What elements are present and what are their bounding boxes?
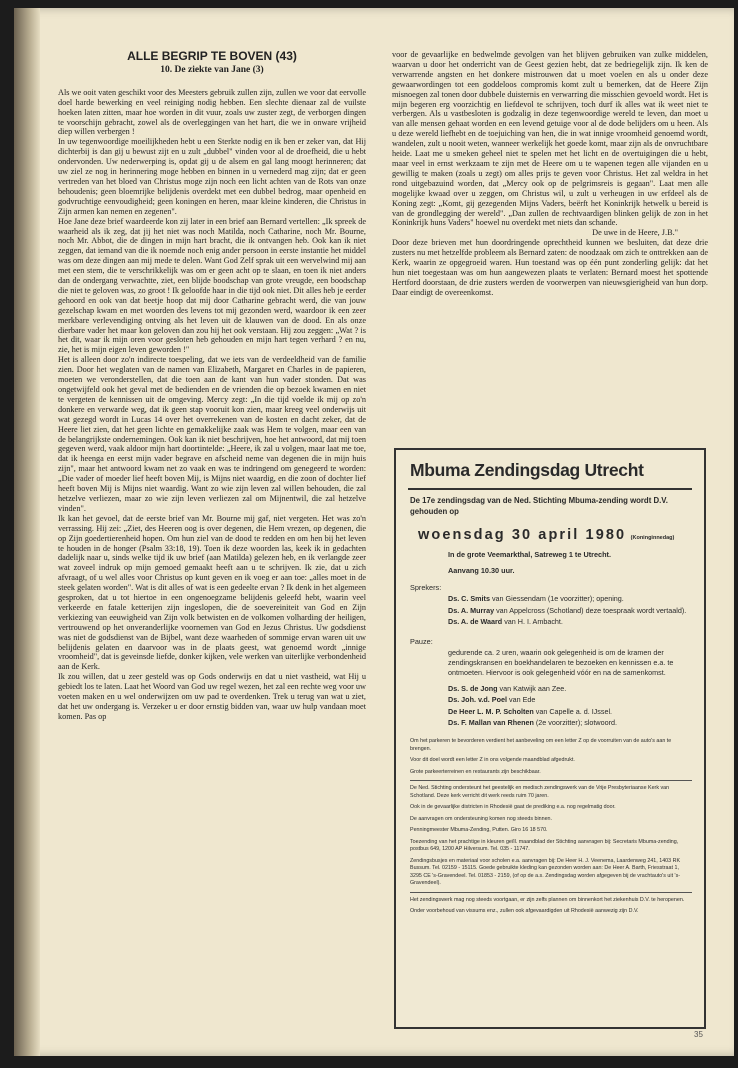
speakers-list xyxy=(396,594,704,627)
speaker-item: Ds. Joh. v.d. Poel van Ede xyxy=(448,695,536,704)
ad-date-note: (Koninginnedag) xyxy=(630,535,675,541)
article-paragraph: Als we ooit vaten geschikt voor des Meesters gebruik zullen zijn, zullen we voor dat eervolle doel harde bewerking en veel reiniging nodig hebben. Een slechte dienaar zal de vuilste hoeken laten zitten, maar hoe worden in dit vuur, zoals uw zuster zegt, de verborgen dingen te voorschijn gebracht, zowel als de overleggingen van het hart, die we in onware vrijheid diep willen verbergen ! xyxy=(58,87,366,137)
info-line: De Ned. Stichting ondersteunt het geestelijk en medisch zendingswerk van de Vrije Presbyteriaanse Kerk van Schotland. Deze kerk verricht dit werk reeds ruim 70 jaren. xyxy=(410,785,670,799)
article-paragraph: Ik kan het gevoel, dat de eerste brief van Mr. Bourne mij gaf, niet vergeten. Het was zo'n verrassing. Hij zei: „Ziet, des Heeren oog is over degenen, die Hem vrezen, op degenen, die op Zijn goedertierenheid hopen. Om hun ziel van de dood te redden en om hen bij het leven te houden in de honger (Psalm 33:18, 19). Toen ik deze woorden las, keek ik in gedachten dadelijk naar u, sinds welke tijd ik uw brief (aan Matilda) gelezen heb, en ik verlangde zeer wat zoveel indruk op mijn gemoed gemaakt heeft aan u te schrijven. Ik zie, dat u zich afvraagt, of u wel alles voor Christus op kunt geven en ik voeg er aan toe: „alles moet in de steek gelaten worden". Wat is dit alles of wat is een gedeelte ervan ? Ik denk in het algemeen gesproken, dat u tot hiertoe in een ongenoegzame belijdenis geleefd hebt, waarin veel verkeerde en fatale ketterijen zijn ingeslopen, die de soevereiniteit van God en Zijn verkiezing van eeuwigheid van Zijn volk betwisten en de volkomen volharding der heiligen, vertrouwend op het onveranderlijke voornemen van God en Jezus Christus. Uw godsdienst was niet de godsdienst van de Bijbel, want deze waarheden of sommige ervan waren uit uw belijdenis gelaten en daarvoor was in de plaats geest, wat genoemd wordt „innige vroomheid", dat is geveinsde liefde, donker kijken, vele werken van uiterlijke verbondenheid aan de Kerk. xyxy=(58,513,366,672)
article-paragraph: In uw tegenwoordige moeilijkheden hebt u een Sterkte nodig en ik ben er zeker van, dat Hij dichterbij is dan gij u bewust zijt en u zult „dubbel" vinden voor al de droefheid, die u hebt ondervonden. Uw nederwerping is, opdat gij u de alsem en gal lang moogt herinneren; dat uw ziel ze nog in herinnering moge hebben en binnen in u vernederd mag zijn; dat er geen vertreden van het bloed van Christus moge zijn noch een licht achten van de Rots van onze behoudenis; geen bloemrijke belijdenis overdekt met een dubbel bedrog, maar openheid en godvruchtige eenvoudigheid; geen koningen en heren, maar kleine kinderen, die Christus in Zijn armen kan nemen en zegenen". xyxy=(58,137,366,216)
pause-label: Pauze: xyxy=(410,636,433,646)
info-line: Zendingsbusjes en materiaal voor scholen e.a. aanvragen bij: De Heer H. J. Veenema, Laardenweg 241, 1403 RK Bussum. Tel. 02159 - 15115. Goede gebruikte kleding kan gezonden worden aan: De Heer A. Barth, Friesstraat 1, 3295 CE 's-Gravendeel. Tel. 01853 - 2159, (of op de a.s. Zendingsdag worden afgegeven bij de vrachtauto's uit 's-Gravendeel). xyxy=(410,857,681,886)
info-line: Grote parkeerterreinen en restaurants zijn beschikbaar. xyxy=(410,768,541,775)
info-divider xyxy=(410,892,692,893)
speaker-item: Ds. A. de Waard van H. I. Ambacht. xyxy=(448,617,563,626)
article-title: ALLE BEGRIP TE BOVEN (43) xyxy=(127,50,297,63)
page-number: 35 xyxy=(694,1030,703,1039)
right-column xyxy=(392,50,708,440)
article-paragraph: voor de gevaarlijke en bedwelmde gevolgen van het blijven gebruiken van zulke middelen, waarvan u door het onderricht van de Geest gezien hebt, dat ze bedriegelijk zijn. Ik ken de verwarrende angsten en het donkere mistrouwen dat u moet voelen en als u onder deze gewaarwordingen tot een goddeloos compromis komt zult u bemerken, dat de Heere Zijn misnoegen zal tonen door dubbele duisternis en verwarring die misschien gevoeld wordt. Het is mijn begeren erg voorzichtig en liefdevol te schrijven, toch durf ik alles wat ik weet niet te verbergen. Als u vastbesloten is godzalig in deze tegenwoordige wereld te leven, dan moet u van alle mensen gehaat worden en een levend getuige voor al de dode belijders om u heen. Als u deze wereld liefhebt en de toejuiching van hen, die in wat innige vroomheid genoemd wordt, wandelen, zult u nooit weten, wanneer werkelijk het goede komt, maar zijn als de onvruchtbare heide. Laat me u smeken geheel niet te spelen met het licht en de overtuigingen die u hebt, maar veel in ernst werkzaam te zijn met de Heere om u te wapenen tegen alle vijanden en u gewillig te maken (zoals u zegt) om alles prijs te geven voor Christus. Het zal weldra in het rond uitgebazuind worden, dat „Mercy ook op de pelgrimsreis is gegaan". Laat men alle mogelijke kwaad over u zeggen, om Christus wil, u zult u verheugen in uw erfdeel als de Koning zegt: „Komt, gij gezegenden Mijns Vaders, beërft het Koninkrijk hetwelk u bereid is van de grondlegging der wereld". „Dan zullen de rechtvaardigen blinken gelijk de zon in het Koninkrijk huns Vaders" hoewel nu overdekt met niets dan schande. xyxy=(392,50,708,228)
speaker-item: De Heer L. M. P. Scholten van Capelle a. d. IJssel. xyxy=(448,706,613,716)
speakers-label: Sprekers: xyxy=(410,583,442,592)
speakers-list-after xyxy=(396,678,704,729)
info-line: Ook in de gevaarlijke districten in Rhodesië gaat de prediking e.a. nog regelmatig door. xyxy=(410,804,616,810)
ad-date-main: woensdag 30 april 1980 xyxy=(418,527,627,543)
speaker-item: Ds. C. Smits van Giessendam (1e voorzitter); opening. xyxy=(448,594,624,603)
info-line: Onder voorbehoud van vissums enz., zullen ook afgevaardigden uit Rhodesië aanwezig zijn D.V. xyxy=(410,908,639,914)
ad-date xyxy=(396,517,704,549)
pause-text: gedurende ca. 2 uren, waarin ook gelegenheid is om de kramen der zendingskransen en boekhandelaren te bezoeken en kennissen e.a. te ontmoeten. Hiervoor is ook gelegenheid vóór en na de samenkomst. xyxy=(448,647,674,677)
speaker-item: Ds. F. Mallan van Rhenen (2e voorzitter); slotwoord. xyxy=(448,718,617,727)
speaker-item: Ds. S. de Jong van Katwijk aan Zee. xyxy=(448,683,567,693)
info-line: Het zendingswerk mag nog steeds voortgaan, er zijn zelfs plannen om binnenkort het ziekenhuis D.V. te heropenen. xyxy=(410,896,685,903)
letter-signature: De uwe in de Heere, J.B." xyxy=(592,228,678,238)
ad-divider xyxy=(408,488,692,490)
ad-location: In de grote Veemarkthal, Satreweg 1 te Utrecht. xyxy=(448,550,612,559)
article-paragraph: Het is alleen door zo'n indirecte toespeling, dat we iets van de verdeeldheid van de familie zien. Door het weglaten van de namen van Elizabeth, Margaret en Charles in de papieren, moeten we veronderstellen, dat die toen aan de kant van hun vader stonden. Dat was ongetwijfeld ook het geval met de bedienden en de vrienden die op bezoek kwamen en niet te vergeten de kennissen uit de omgeving. Mercy zegt: „In die tijd voelde ik mij op zo'n donkere en verwarde weg, dat ik geen stap vooruit kon zien, maar kreeg veel onderwijs uit wat gezegd wordt in Lucas 14 over het overrekenen van de kosten en dacht zeker, dat de Heere liet zien, dat het geen lichte en gemakkelijke zaak was Hem te volgen, maar een van de belangrijkste ondernemingen. Ook kan ik niet beschrijven, hoe het antwoord, dat mij toen gegeven werd, vaak aldoor mijn hart doortintelde: „Heere, ik zal u volgen, maar laat me toe, dat ik heenga en eerst mijn vader begrave en afscheid neme van degenen die in mijn huis zijn", maar het antwoord kwam net zo vaak en was te indringend om genegeerd te worden: „Die vader of moeder lief heeft boven Mij, is Mijns niet waardig, en die zoon of dochter lief heeft boven Mij is Mijns niet waardig. Want zo wie zijn leven zal willen behouden, die zal hetzelve verliezen, maar zo wie zijn leven verliezen zal om Mijnentwil, die zal hetzelve vinden". xyxy=(58,355,366,513)
article-paragraph: Hoe Jane deze brief waardeerde kon zij later in een brief aan Bernard vertellen: „Ik spreek de waarheid als ik zeg, dat jij het niet was noch Matilda, noch Catharine, noch Mr. Bourne, noch Mr. Abbot, die de dingen in mijn hart bracht, die ik ontvangen heb. Ook kan ik niet zeggen, dat iemand van die ik noemde noch enig ander persoon in eerste instantie het middel was om deze dingen aan mij mede te delen. Want God Zelf sprak uit een wervelwind mij aan met een stem, die te verschrikkelijk was om er geen acht op te slaan, en toen ik niet anders dan de ondergang verwachtte, ziet, een blijde boodschap van grote vreugde, een boodschap die niet te geloven was, zo groot ! Ik geloofde haar in die tijd ook niet. Dit alles heb je eerder gehoord en ook van dat beetje hoop dat mij door Catharine gebracht werd, die van jouw gezelschap kwam en met woorden des levens tot mij gezonden werd, waardoor ik een zeer merkbare verlevendiging ontving als het leven uit de klauwen van de dood. En als onze dierbare vader het maar kon geloven dan zou hij het ook verstaan. Hij zou zeggen: „Wat ? is het dit, waar ik mijn oren voor gesloten heb gehouden en mijn hart tegen verhard ? en nu, zie, het is mijn eigen leven geworden !" xyxy=(58,216,366,355)
info-divider xyxy=(410,780,692,781)
binding-edge xyxy=(14,8,40,1056)
info-line: Om het parkeren te bevorderen verdient het aanbeveling om een letter Z op de voorruiten van de auto's aan te brengen. xyxy=(410,738,672,752)
ad-title: Mbuma Zendingsdag Utrecht xyxy=(410,460,644,480)
ad-start-time: Aanvang 10.30 uur. xyxy=(448,566,515,575)
speaker-item: Ds. A. Murray van Appelcross (Schotland) deze toespraak wordt vertaald). xyxy=(448,605,687,615)
ad-intro: De 17e zendingsdag van de Ned. Stichting Mbuma-zending wordt D.V. gehouden op xyxy=(410,496,668,516)
info-line: Voor dit doel wordt een letter Z in ons volgende maandblad afgedrukt. xyxy=(410,757,575,763)
closing-paragraph: Door deze brieven met hun doordringende oprechtheid kunnen we besluiten, dat deze drie zusters nu met hetzelfde probleem als Bernard zaten: de noodzaak om zich te onttrekken aan de Kerk, waarin ze opgegroeid waren. Hun toestand was op één punt zonderling gelijk: dat het hun niet toegestaan was om hun aangewezen plaats te verlaten: Bernard moest het spottende Hertford doorstaan, de drie zusters werden de voorwerpen van nieuwsgierigheid van hun dorp. Daar eindigt de overeenkomst. xyxy=(392,238,708,297)
page xyxy=(14,8,734,1056)
left-column xyxy=(58,50,366,1050)
info-line: De aanvragen om ondersteuning komen nog steeds binnen. xyxy=(410,815,553,822)
info-line: Toezending van het prachtige in kleuren geïll. maandblad der Stichting aanvragen bij: Secretaris Mbuma-zending, postbus 649, 1200 AP Hilversum. Tel. 035 - 11747. xyxy=(410,838,679,852)
article-paragraph: Ik zou willen, dat u zeer gesteld was op Gods onderwijs en dat u niet vastheid, wat Hij u gebiedt los te laten. Laat het Woord van God uw regel wezen, het zal een rechte weg voor uw voeten maken en u wel onderwijzen om uw pad te overdenken. Trek u terug van wat u ziet, dat het uw ondergang is. Verzeker u er door ernstig bidden van, waar uw hulp vandaan moet komen. Pas op xyxy=(58,672,366,721)
mission-day-advertisement xyxy=(394,448,706,1029)
article-subtitle: 10. De ziekte van Jane (3) xyxy=(160,64,264,75)
info-line: Penningmeester Mbuma-Zending, Putten. Giro 16 18 570. xyxy=(410,827,548,833)
ad-info-block xyxy=(396,738,704,916)
